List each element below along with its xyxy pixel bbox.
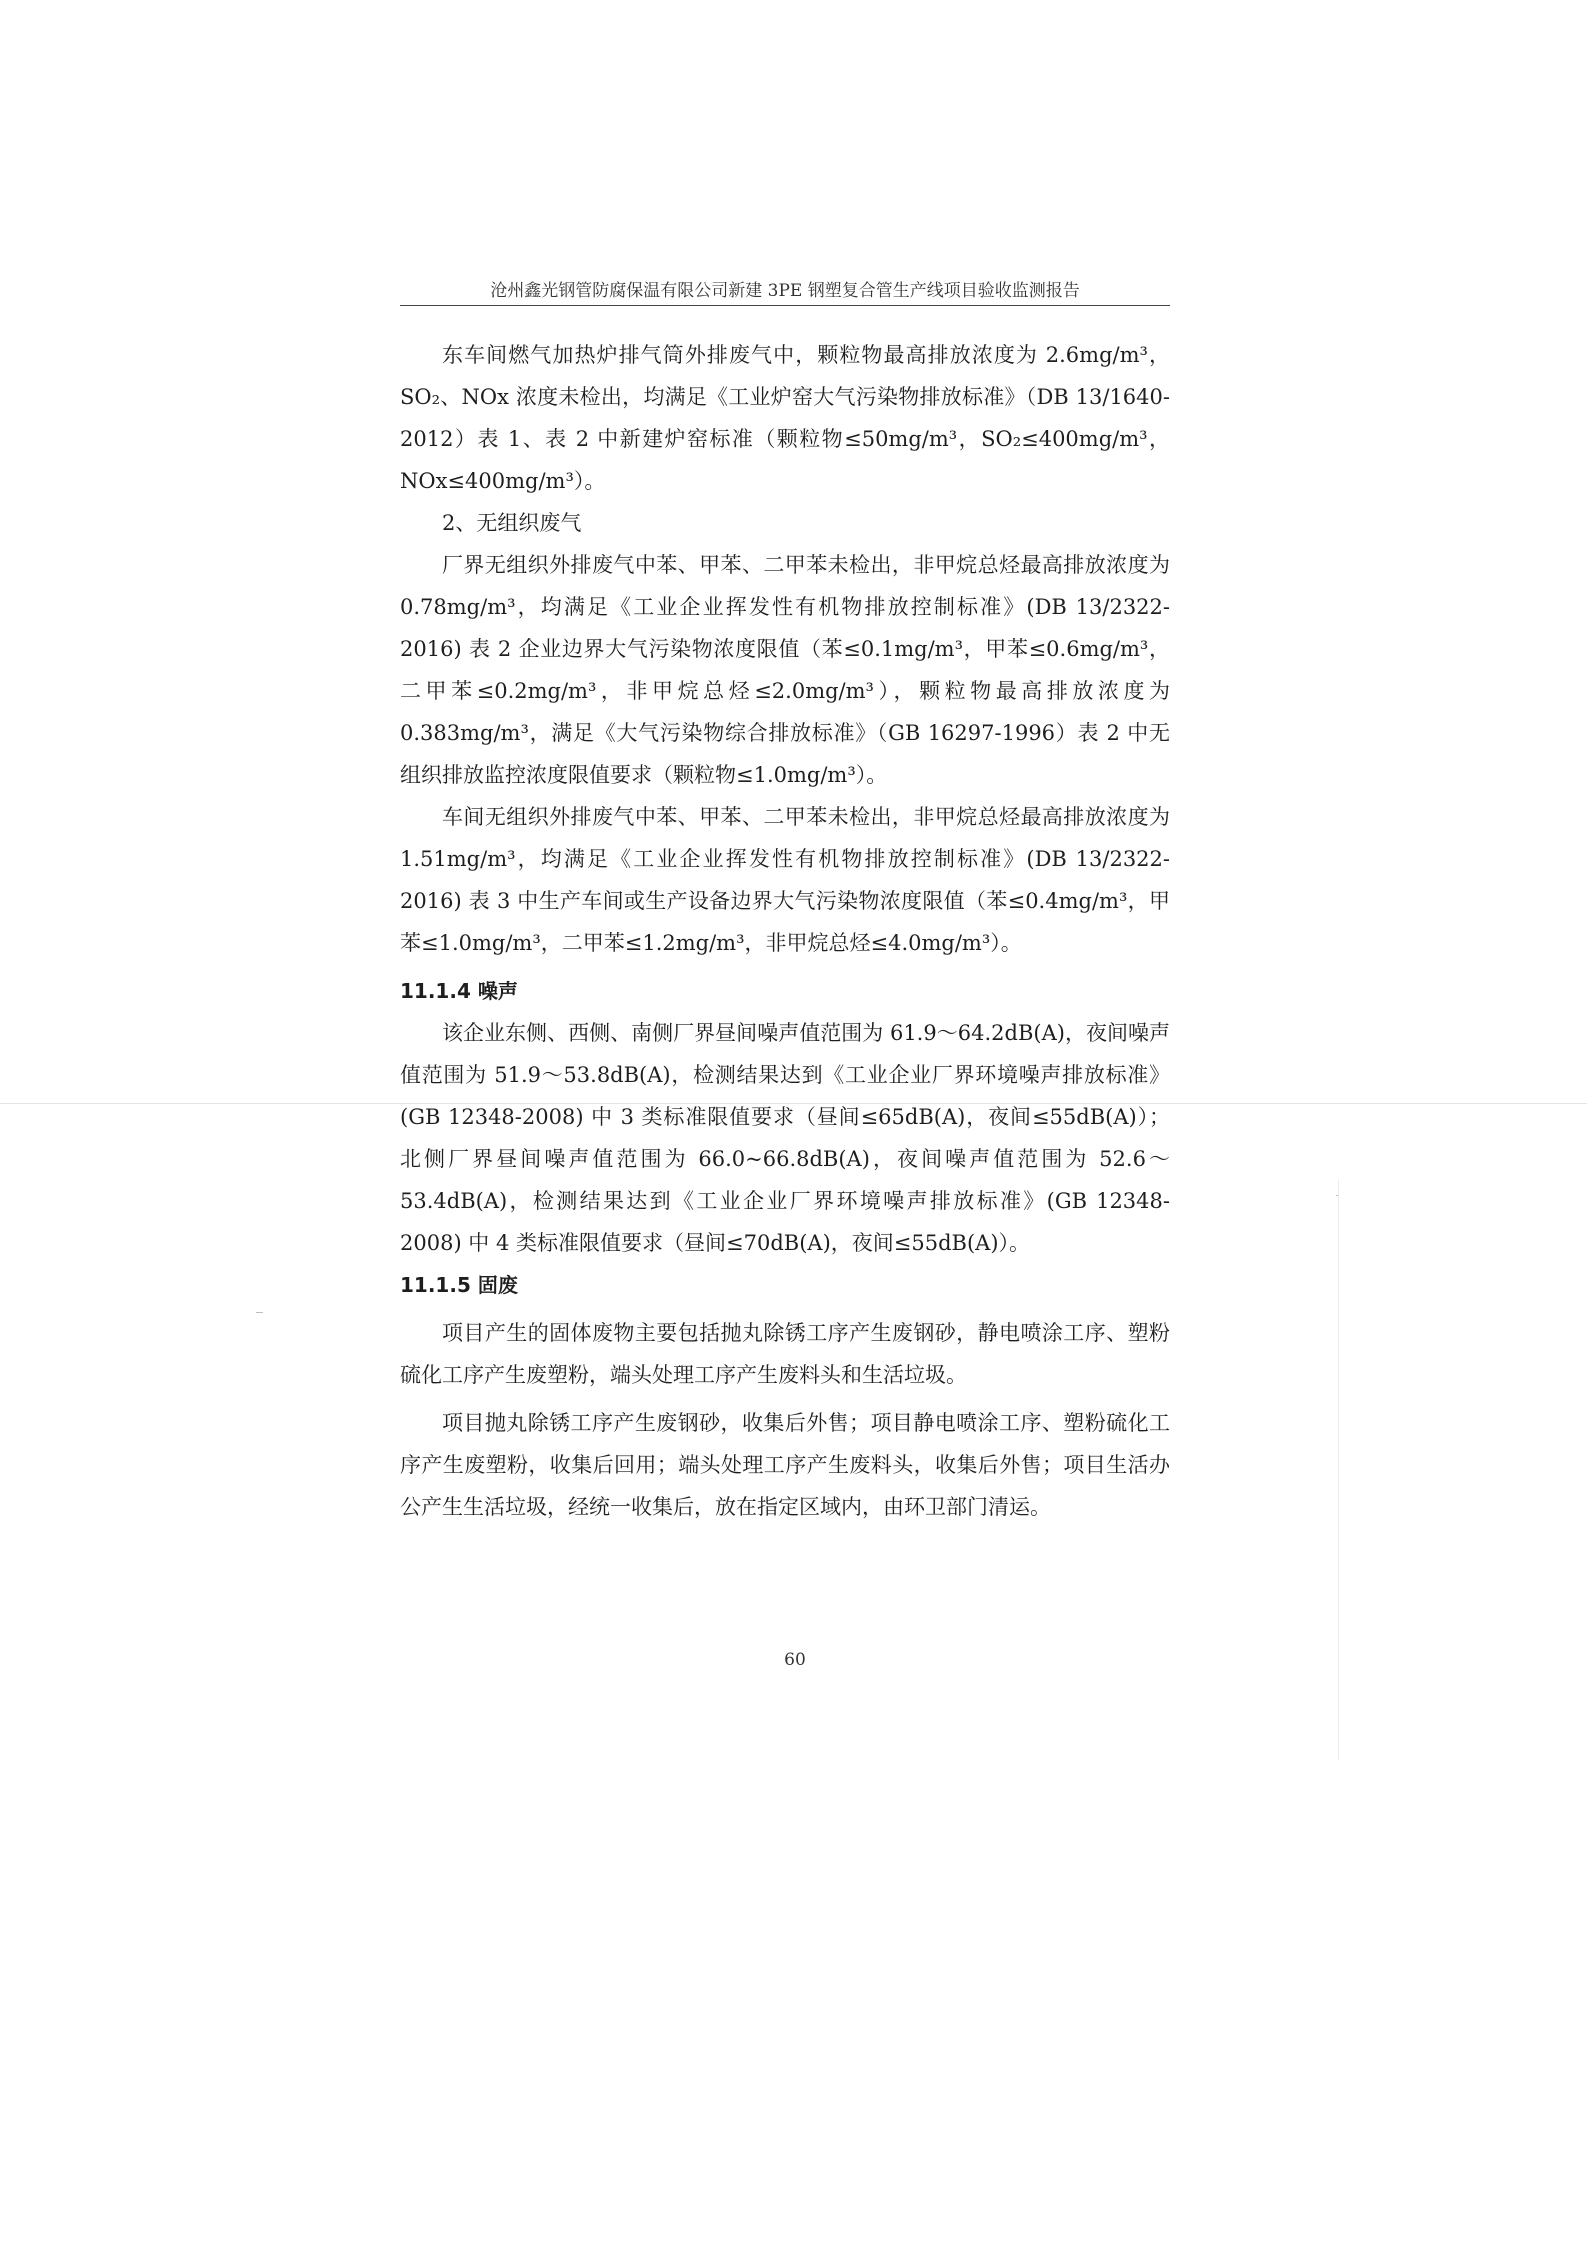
scan-artifact-line: [0, 1103, 1587, 1104]
paragraph-noise: 该企业东侧、西侧、南侧厂界昼间噪声值范围为 61.9～64.2dB(A)，夜间噪声值范围为 51.9～53.8dB(A)，检测结果达到《工业企业厂界环境噪声排放标准》(GB 12348-2008) 中 3 类标准限值要求（昼间≤65dB(A)，夜间≤55dB(A)）；北侧厂界昼间噪声值范围为 66.0~66.8dB(A)，夜间噪声值范围为 52.6～53.4dB(A)，检测结果达到《工业企业厂界环境噪声排放标准》(GB 12348-2008) 中 4 类标准限值要求（昼间≤70dB(A)，夜间≤55dB(A)）。: [400, 1021, 1170, 1255]
paragraph-boundary-fugitive: 厂界无组织外排废气中苯、甲苯、二甲苯未检出，非甲烷总烃最高排放浓度为 0.78mg/m³，均满足《工业企业挥发性有机物排放控制标准》(DB 13/2322-2016) 表 2 企业边界大气污染物浓度限值（苯≤0.1mg/m³，甲苯≤0.6mg/m³，二甲苯≤0.2mg/m³，非甲烷总烃≤2.0mg/m³），颗粒物最高排放浓度为 0.383mg/m³，满足《大气污染物综合排放标准》（GB 16297-1996）表 2 中无组织排放监控浓度限值要求（颗粒物≤1.0mg/m³）。: [400, 553, 1170, 787]
section-title-noise: 11.1.4 噪声: [400, 979, 518, 1003]
header-rule: [400, 305, 1170, 306]
paragraph-solid-waste-2: 项目抛丸除锈工序产生废钢砂，收集后外售；项目静电喷涂工序、塑粉硫化工序产生废塑粉，收集后回用；端头处理工序产生废料头，收集后外售；项目生活办公产生生活垃圾，经统一收集后，放在指定区域内，由环卫部门清运。: [400, 1411, 1170, 1519]
document-body: [400, 334, 1170, 1528]
page-header: 沧州鑫光钢管防腐保温有限公司新建 3PE 钢塑复合管生产线项目验收监测报告: [490, 281, 1080, 301]
paragraph-gas-furnace: 东车间燃气加热炉排气筒外排废气中，颗粒物最高排放浓度为 2.6mg/m³，SO₂、NOx 浓度未检出，均满足《工业炉窑大气污染物排放标准》（DB 13/1640-2012）表 1、表 2 中新建炉窑标准（颗粒物≤50mg/m³，SO₂≤400mg/m³，NOx≤400mg/m³）。: [400, 343, 1170, 493]
paragraph-solid-waste-1: 项目产生的固体废物主要包括抛丸除锈工序产生废钢砂，静电喷涂工序、塑粉硫化工序产生废塑粉，端头处理工序产生废料头和生活垃圾。: [400, 1321, 1170, 1387]
scan-artifact-mark: [256, 1312, 263, 1313]
subheading-fugitive-gas: 2、无组织废气: [442, 511, 582, 535]
paragraph-workshop-fugitive: 车间无组织外排废气中苯、甲苯、二甲苯未检出，非甲烷总烃最高排放浓度为 1.51mg/m³，均满足《工业企业挥发性有机物排放控制标准》(DB 13/2322-2016) 表 3 中生产车间或生产设备边界大气污染物浓度限值（苯≤0.4mg/m³，甲苯≤1.0mg/m³，二甲苯≤1.2mg/m³，非甲烷总烃≤4.0mg/m³）。: [400, 805, 1170, 955]
scan-artifact-vline: [1338, 1180, 1339, 1760]
scan-artifact-mark: [1336, 1195, 1338, 1196]
section-title-solid-waste: 11.1.5 固废: [400, 1273, 518, 1297]
page-number: 60: [784, 1650, 806, 1670]
